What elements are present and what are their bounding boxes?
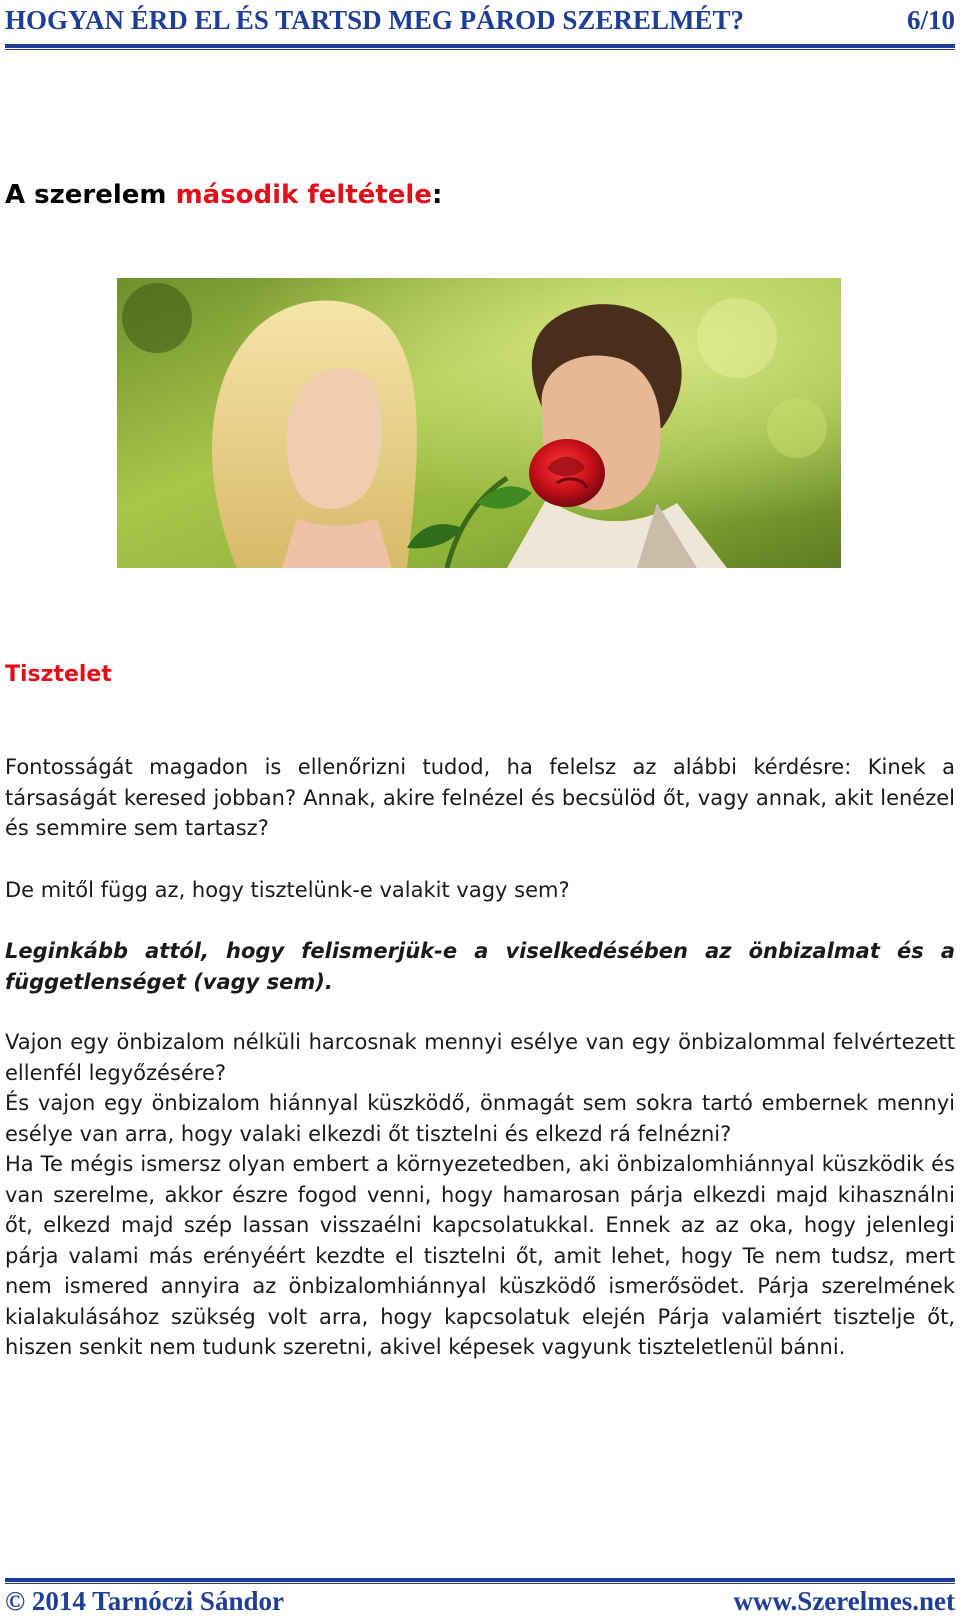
couple-rose-photo — [117, 278, 841, 568]
section-title — [5, 178, 442, 212]
subheading-tisztelet: Tisztelet — [5, 662, 112, 687]
photo-illustration — [117, 278, 841, 568]
footer-copyright: © 2014 Tarnóczi Sándor — [5, 1586, 284, 1616]
paragraph-4b: És vajon egy önbizalom hiánnyal küszködő, önmagát sem sokra tartó embernek mennyi esélye van arra, hogy valaki elkezdi őt tisztelni és elkezd rá felnézni? — [5, 1091, 955, 1146]
paragraph-1: Fontosságát magadon is ellenőrizni tudod, ha felelsz az alábbi kérdésre: Kinek a társaságát keresed jobban? Annak, akire felnézel és becsülöd őt, vagy annak, akit lenézel és semmire sem tartasz? — [5, 755, 955, 840]
section-title-suffix: : — [431, 180, 443, 210]
paragraph-3-emphasis: Leginkább attól, hogy felismerjük-e a viselkedésében az önbizalmat és a függetlenséget (vagy sem). — [5, 939, 955, 994]
paragraph-4c: Ha Te mégis ismersz olyan embert a környezetedben, aki önbizalomhiánnyal küszködik és van szerelme, akkor észre fogod venni, hogy hamarosan párja elkezdi majd kihasználni őt, elkezd majd szép lassan visszaélni kapcsolatukkal. Ennek az az oka, hogy jelenlegi párja valami más erényéért kezdte el tisztelni őt, amit lehet, hogy Te nem tudsz, mert nem ismered annyira az önbizalomhiánnyal küszködő ismerősödet. Párja szerelmének kialakulásához szükség volt arra, hogy kapcsolatuk elején Párja valamiért tisztelje őt, hiszen senkit nem tudunk szeretni, akivel képesek vagyunk tiszteletlenül bánni. — [5, 1152, 955, 1359]
page-number: 6/10 — [906, 5, 955, 35]
paragraph-2: De mitől függ az, hogy tisztelünk-e valakit vagy sem? — [5, 878, 570, 902]
paragraph-4a: Vajon egy önbizalom nélküli harcosnak mennyi esélye van egy önbizalommal felvértezett ellenfél legyőzésére? — [5, 1030, 955, 1085]
page-header — [5, 0, 955, 50]
footer-rule — [5, 1578, 955, 1584]
section-title-accent: második feltétele — [175, 180, 432, 210]
header-title: HOGYAN ÉRD EL ÉS TARTSD MEG PÁROD SZERELMÉT? — [5, 5, 744, 35]
section-title-prefix: A szerelem — [5, 180, 176, 210]
footer-website-link[interactable]: www.Szerelmes.net — [733, 1586, 955, 1616]
header-rule — [5, 44, 955, 50]
paragraph-4-block — [5, 1027, 955, 1363]
